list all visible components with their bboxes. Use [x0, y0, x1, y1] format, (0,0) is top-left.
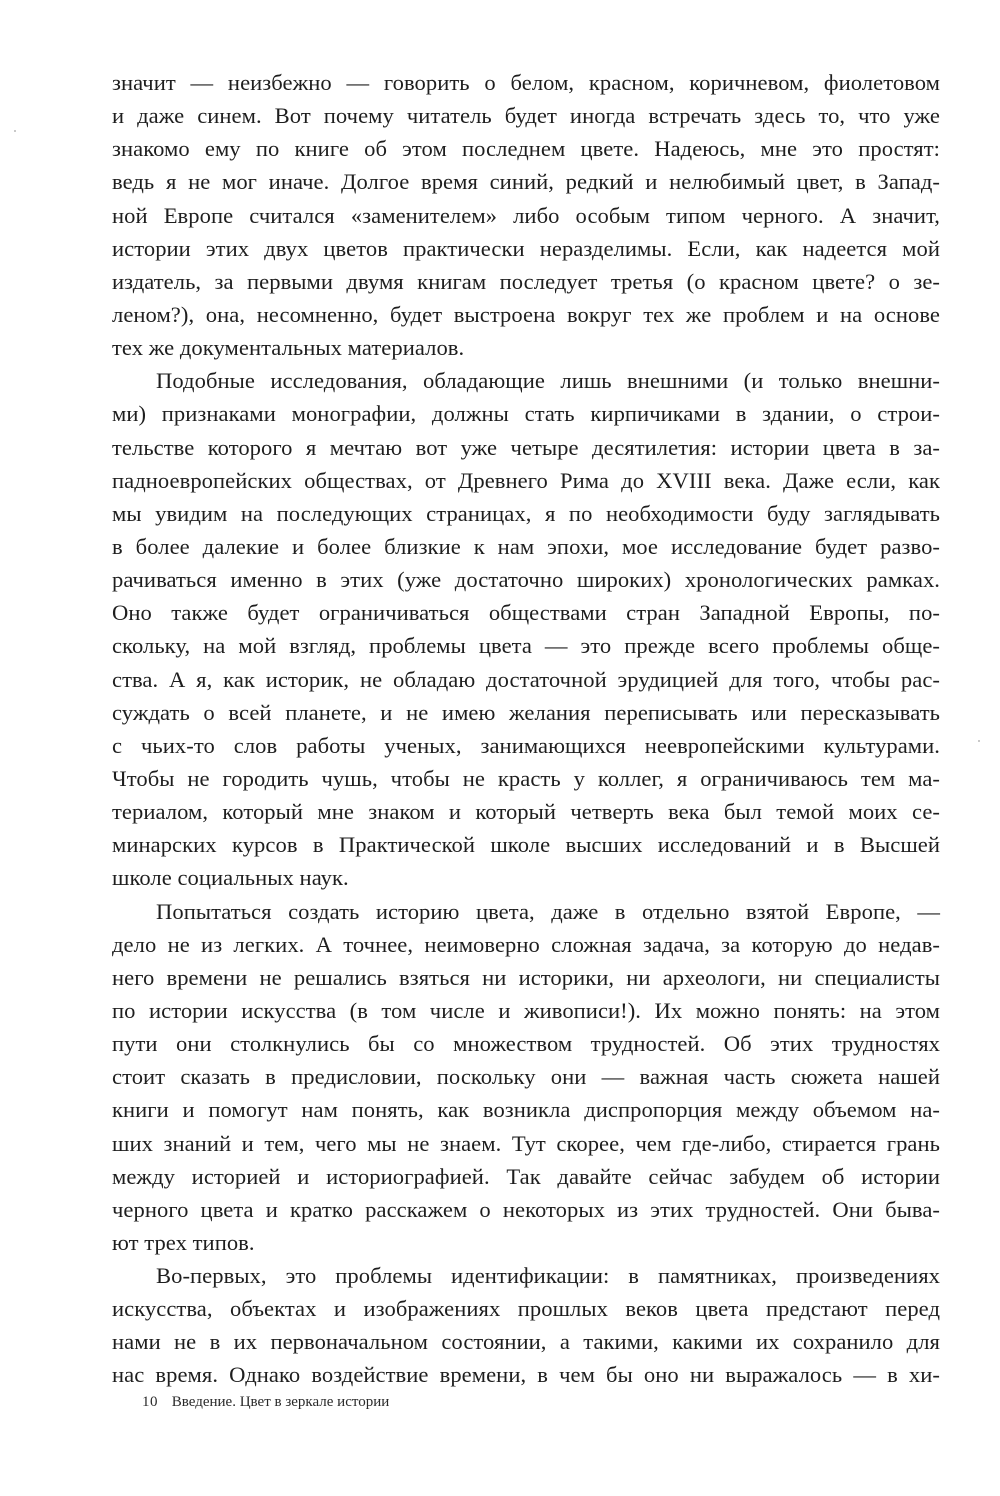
text-line: ной Европе считался «заменителем» либо особым типом черного. А значит,: [112, 202, 940, 228]
text-line: ми) признаками монографии, должны стать кирпичиками в здании, о строи-: [112, 401, 940, 427]
text-line: падноевропейских обществах, от Древнего Рима до XVIII века. Даже если, как: [112, 467, 940, 493]
paragraph-4: [112, 1259, 940, 1392]
text-line: школе социальных наук.: [112, 865, 349, 891]
text-line: скольку, на мой взгляд, проблемы цвета — это прежде всего проблемы обще-: [112, 633, 940, 659]
text-line: по истории искусства (в том числе и живописи!). Их можно понять: на этом: [112, 997, 940, 1023]
text-line: в более далекие и более близкие к нам эпохи, мое исследование будет разво-: [112, 533, 940, 559]
text-line: него времени не решались взяться ни историки, ни археологи, ни специалисты: [112, 964, 940, 990]
scan-speck: [978, 740, 980, 742]
text-line: ведь я не мог иначе. Долгое время синий, редкий и нелюбимый цвет, в Запад-: [112, 169, 940, 195]
text-line: ства. А я, как историк, не обладаю достаточной эрудицией для того, чтобы рас-: [112, 666, 940, 692]
text-line: тех же документальных материалов.: [112, 335, 465, 361]
text-line: значит — неизбежно — говорить о белом, красном, коричневом, фиолетовом: [112, 70, 940, 95]
running-title: Введение. Цвет в зеркале истории: [171, 1394, 390, 1410]
text-line: териалом, который мне знаком и который четверть века был темой моих се-: [112, 799, 940, 825]
text-line: знакомо ему по книге об этом последнем цвете. Надеюсь, мне это простят:: [112, 136, 940, 162]
page-number: 10: [142, 1394, 158, 1410]
text-line: издатель, за первыми двумя книгам последует третья (о красном цвете? о зе-: [112, 268, 940, 294]
text-line: истории этих двух цветов практически неразделимы. Если, как надеется мой: [112, 235, 940, 261]
text-line: с чьих-то слов работы ученых, занимающихся неевропейскими культурами.: [112, 732, 940, 758]
running-footer: [142, 1394, 389, 1411]
text-line: нас время. Однако воздействие времени, в чем бы оно ни выражалось — в хи-: [112, 1362, 940, 1388]
text-line: минарских курсов в Практической школе высших исследований и в Высшей: [112, 832, 940, 858]
text-line: суждать о всей планете, и не имею желания переписывать или пересказывать: [112, 699, 940, 725]
text-line: между историей и историографией. Так давайте сейчас забудем об истории: [112, 1163, 940, 1189]
text-line: тельстве которого я мечтаю вот уже четыре десятилетия: истории цвета в за-: [112, 434, 940, 460]
text-line: нами не в их первоначальном состоянии, а такими, какими их сохранило для: [112, 1329, 940, 1355]
text-line: Попытаться создать историю цвета, даже в отдельно взятой Европе, —: [156, 898, 940, 924]
scan-speck: [14, 130, 16, 132]
text-line: леном?), она, несомненно, будет выстроена вокруг тех же проблем и на основе: [112, 301, 940, 327]
paragraph-2: [112, 364, 940, 894]
text-line: черного цвета и кратко расскажем о некоторых из этих трудностей. Они быва-: [112, 1196, 940, 1222]
paragraph-1: [112, 66, 940, 364]
text-line: стоит сказать в предисловии, поскольку они — важная часть сюжета нашей: [112, 1064, 940, 1090]
text-line: искусства, объектах и изображениях прошлых веков цвета предстают перед: [112, 1296, 940, 1322]
body-text: [112, 66, 940, 1392]
text-line: книги и помогут нам понять, как возникла диспропорция между объемом на-: [112, 1097, 940, 1123]
text-line: Подобные исследования, обладающие лишь внешними (и только внешни-: [156, 368, 940, 394]
paragraph-3: [112, 895, 940, 1260]
text-line: Во-первых, это проблемы идентификации: в памятниках, произведениях: [156, 1263, 940, 1289]
text-line: дело не из легких. А точнее, неимоверно сложная задача, за которую до недав-: [112, 931, 940, 957]
text-line: Оно также будет ограничиваться обществами стран Западной Европы, по-: [112, 600, 940, 626]
text-line: ют трех типов.: [112, 1229, 255, 1255]
text-line: и даже синем. Вот почему читатель будет иногда встречать здесь то, что уже: [112, 103, 940, 129]
text-line: рачиваться именно в этих (уже достаточно широких) хронологических рамках.: [112, 567, 940, 593]
text-line: Чтобы не городить чушь, чтобы не красть у коллег, я ограничиваюсь тем ма-: [112, 765, 940, 791]
text-line: мы увидим на последующих страницах, я по необходимости буду заглядывать: [112, 500, 940, 526]
text-line: ших знаний и тем, чего мы не знаем. Тут скорее, чем где-либо, стирается грань: [112, 1130, 940, 1156]
text-line: пути они столкнулись бы со множеством трудностей. Об этих трудностях: [112, 1031, 940, 1057]
